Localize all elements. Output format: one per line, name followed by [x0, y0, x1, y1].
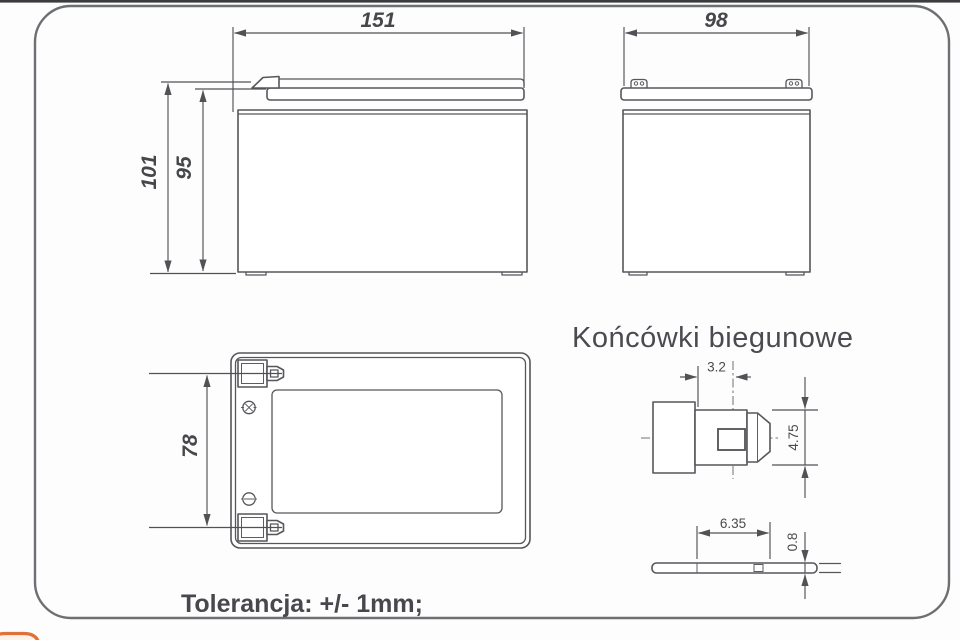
- dim-label-front-height-case: 95: [173, 156, 196, 180]
- side-view-body: [623, 110, 810, 272]
- terminal-clip-detail: [795, 82, 798, 85]
- dim-label-front-width: 151: [360, 9, 396, 32]
- witness-lines: [624, 27, 809, 86]
- terminal-clip-detail: [789, 82, 792, 85]
- section-title: Końcówki biegunowe: [572, 322, 854, 354]
- terminal-body-block: [653, 402, 695, 473]
- front-view-top-rim: [279, 79, 524, 88]
- dim-label-terminal-spacing: 78: [179, 434, 202, 458]
- front-view-drawing: [238, 77, 527, 276]
- dim-neck-width: [680, 360, 751, 408]
- orange-logo-fragment: [0, 634, 41, 640]
- terminal-detail-top: [641, 360, 818, 499]
- side-view-drawing: [621, 80, 812, 276]
- front-view-terminal-spout: [252, 77, 279, 89]
- terminal-clip-detail: [640, 82, 643, 85]
- dim-tab-width: [697, 516, 770, 559]
- tolerance-note: Tolerancja: +/- 1mm;: [181, 590, 423, 618]
- strip-extension: [819, 564, 841, 573]
- top-border-line: [0, 0, 960, 3]
- terminal-clip-detail: [634, 82, 637, 85]
- terminal-hole: [718, 429, 745, 450]
- dim-label-tab-width: 6.35: [719, 516, 747, 531]
- terminal-edge-strip: [652, 563, 817, 573]
- terminal-detail-edge: [652, 516, 841, 599]
- top-view-outline: [231, 353, 530, 548]
- front-view-lid: [267, 88, 524, 100]
- dim-side-depth: [624, 9, 809, 86]
- front-view-body: [238, 110, 527, 272]
- side-view-lid: [621, 88, 812, 100]
- dim-label-tab-thickness: 0.8: [785, 532, 800, 552]
- dim-label-side-depth: 98: [704, 9, 728, 32]
- side-view-terminal-clip-right: [786, 80, 802, 89]
- dim-label-front-height-total: 101: [138, 154, 161, 190]
- witness-lines: [150, 82, 251, 274]
- top-view-drawing: [231, 353, 530, 548]
- terminal-tab-tip: [747, 413, 770, 462]
- side-view-terminal-clip-left: [631, 80, 647, 89]
- dim-label-tab-height: 4.75: [786, 424, 801, 451]
- dim-tab-height: [772, 377, 818, 498]
- dim-label-neck-width: 3.2: [707, 359, 726, 375]
